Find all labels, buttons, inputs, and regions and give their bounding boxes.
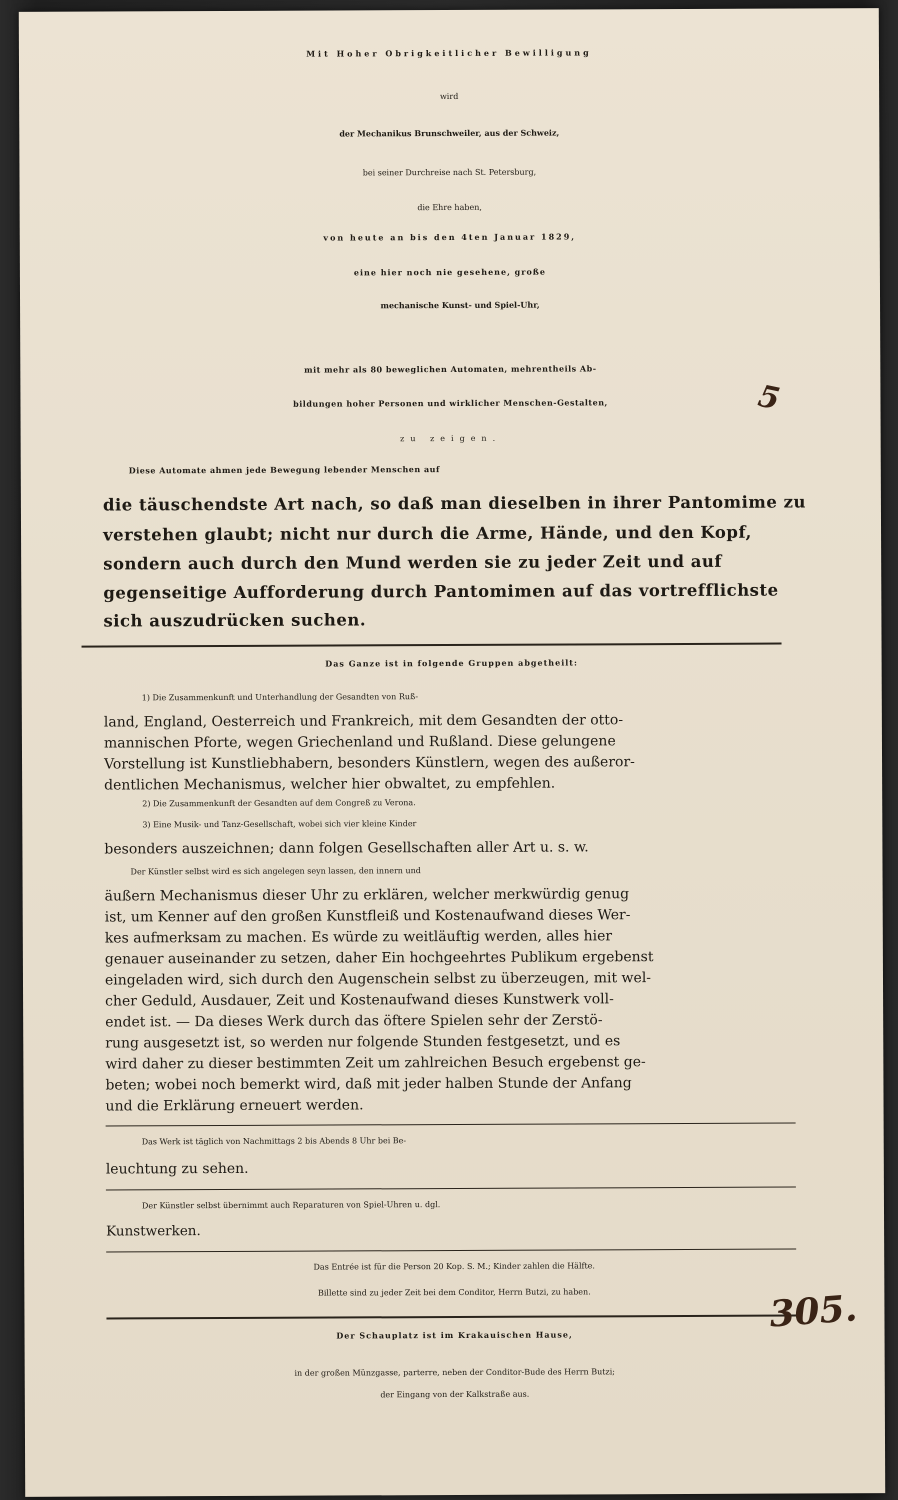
entry-line: Billette sind zu jeder Zeit bei dem Conditor, Herrn Butzi, zu haben. <box>317 1287 591 1298</box>
body-line: beten; wobei noch bemerkt wird, daß mit jeder halben Stunde der Anfang <box>105 1075 632 1094</box>
group-line: Vorstellung ist Kunstliebhabern, besonders Künstlern, wegen des außeror- <box>104 754 635 773</box>
group-line: land, England, Oesterreich und Frankreich, mit dem Gesandten der otto- <box>103 712 624 731</box>
group-line: 1) Die Zusammenkunft und Unterhandlung der Gesandten von Ruß- <box>141 692 419 703</box>
hours-line: leuchtung zu sehen. <box>105 1160 249 1178</box>
footer-title: Der Schauplatz ist im Krakauischen Hause, <box>336 1329 573 1341</box>
header-ehre: die Ehre haben, <box>417 202 482 213</box>
header-dates: von heute an bis den 4ten Januar 1829, <box>323 231 577 243</box>
body-line: Der Künstler selbst wird es sich angelegen seyn lassen, den innern und <box>130 866 421 877</box>
body-line: und die Erklärung erneuert werden. <box>105 1097 364 1115</box>
divider-rule <box>106 1187 796 1191</box>
group-line: 2) Die Zusammenkunft der Gesandten auf dem Congreß zu Verona. <box>142 798 416 809</box>
group-line: 3) Eine Musik- und Tanz-Gesellschaft, wobei sich vier kleine Kinder <box>142 819 417 830</box>
intro-line: sich auszudrücken suchen. <box>103 610 367 631</box>
subtitle-line-2: bildungen hoher Personen und wirklicher Menschen-Gestalten, <box>293 397 608 409</box>
body-line: cher Geduld, Ausdauer, Zeit und Kostenaufwand dieses Kunstwerk voll- <box>105 991 614 1010</box>
handwritten-number: 305. <box>768 1287 859 1336</box>
divider-rule <box>106 1249 796 1253</box>
body-line: kes aufmerksam zu machen. Es würde zu weitläuftig werden, alles hier <box>104 928 613 947</box>
footer-address: in der großen Münzgasse, parterre, neben der Conditor-Bude des Herrn Butzi; <box>294 1367 615 1378</box>
body-line: rung ausgesetzt ist, so werden nur folgende Stunden festgesetzt, und es <box>105 1033 621 1052</box>
intro-line: sondern auch durch den Mund werden sie zu jeder Zeit und auf <box>103 551 723 574</box>
body-line: eingeladen wird, sich durch den Augenschein selbst zu überzeugen, mit wel- <box>104 970 652 989</box>
divider-rule <box>82 643 782 648</box>
intro-line: die täuschendste Art nach, so daß man dieselben in ihrer Pantomime zu <box>102 492 806 515</box>
header-wird: wird <box>439 91 459 102</box>
subtitle-line-1: mit mehr als 80 beweglichen Automaten, mehrentheils Ab- <box>304 363 597 375</box>
footer-entrance: der Eingang von der Kalkstraße aus. <box>380 1389 530 1400</box>
zu-zeigen: zu zeigen. <box>400 433 502 444</box>
body-line: wird daher zu dieser bestimmten Zeit um zahlreichen Besuch ergebenst ge- <box>105 1054 646 1073</box>
group-line: dentlichen Mechanismus, welcher hier obwaltet, zu empfehlen. <box>104 775 556 794</box>
divider-rule <box>106 1315 796 1320</box>
body-line: endet ist. — Da dieses Werk durch das öftere Spielen sehr der Zerstö- <box>105 1012 603 1031</box>
hours-line: Das Werk ist täglich von Nachmittags 2 bis Abends 8 Uhr bei Be- <box>141 1136 407 1147</box>
intro-line: gegenseitige Aufforderung durch Pantomimen auf das vortrefflichste <box>103 580 779 603</box>
poster-sheet <box>19 8 885 1497</box>
header-durchreise: bei seiner Durchreise nach St. Petersburg, <box>362 167 537 178</box>
intro-line: Diese Automate ahmen jede Bewegung lebender Menschen auf <box>128 464 440 476</box>
header-nie-gesehene: eine hier noch nie gesehene, große <box>353 266 546 278</box>
handwritten-mark: 5 <box>755 378 783 418</box>
intro-line: verstehen glaubt; nicht nur durch die Arme, Hände, und den Kopf, <box>103 522 752 545</box>
entry-line: Das Entrée ist für die Person 20 Kop. S. M.; Kinder zahlen die Hälfte. <box>313 1261 595 1272</box>
poster-title: mechanische Kunst- und Spiel-Uhr, <box>380 299 540 311</box>
divider-rule <box>106 1123 796 1127</box>
group-line: besonders auszeichnen; dann folgen Gesellschaften aller Art u. s. w. <box>104 839 589 858</box>
group-line: mannischen Pforte, wegen Griechenland und Rußland. Diese gelungene <box>103 733 616 752</box>
repair-line: Kunstwerken. <box>106 1223 201 1240</box>
body-line: ist, um Kenner auf den großen Kunstfleiß und Kostenaufwand dieses Wer- <box>104 907 631 926</box>
header-mechanikus: der Mechanikus Brunschweiler, aus der Schweiz, <box>339 127 560 139</box>
body-line: genauer auseinander zu setzen, daher Ein hochgeehrtes Publikum ergebenst <box>104 949 654 968</box>
body-line: äußern Mechanismus dieser Uhr zu erklären, welcher merkwürdig genug <box>104 886 630 905</box>
groups-heading: Das Ganze ist in folgende Gruppen abgetheilt: <box>325 657 578 669</box>
header-permission: Mit Hoher Obrigkeitlicher Bewilligung <box>306 47 592 59</box>
repair-line: Der Künstler selbst übernimmt auch Reparaturen von Spiel-Uhren u. dgl. <box>141 1200 441 1211</box>
